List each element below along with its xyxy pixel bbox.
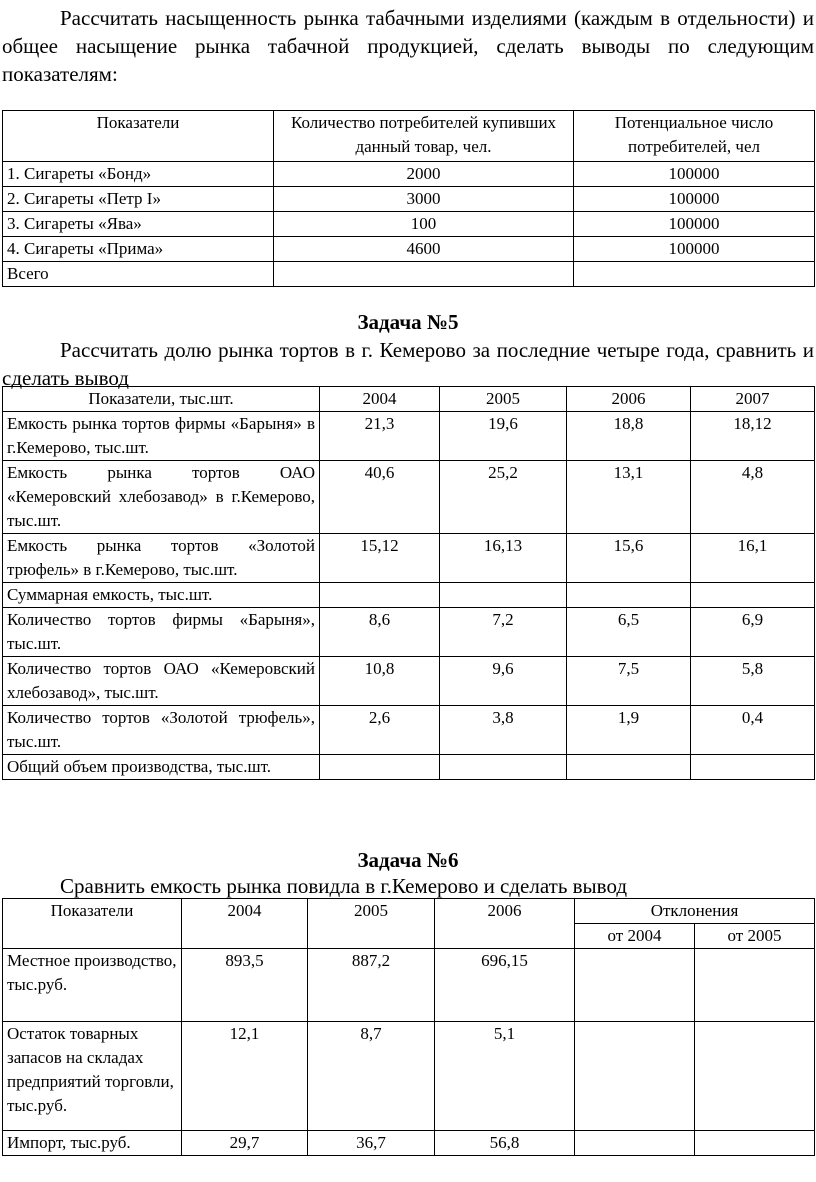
table-cell: Импорт, тыс.руб. — [3, 1131, 182, 1156]
table-cell — [575, 1022, 695, 1131]
task5-paragraph: Рассчитать долю рынка тортов в г. Кемерово за последние четыре года, сравнить и сделать вывод — [2, 338, 814, 390]
header-cell: от 2004 — [575, 924, 695, 949]
table-cell: 36,7 — [308, 1131, 435, 1156]
table-header-row — [3, 111, 815, 162]
table-cell: 1,9 — [567, 706, 691, 755]
table-cell: 100000 — [574, 187, 815, 212]
table-cell: Количество тортов фирмы «Барыня», тыс.шт. — [3, 608, 320, 657]
table-cell: 3. Сигареты «Ява» — [3, 212, 274, 237]
table-cell: Всего — [3, 262, 274, 287]
table-row — [3, 583, 815, 608]
tobacco-table — [2, 110, 815, 287]
table-cell: 100 — [274, 212, 574, 237]
table-cell: Остаток товарных запасов на складах предприятий торговли, тыс.руб. — [3, 1022, 182, 1131]
table-row — [3, 1131, 815, 1156]
table-cell: 7,5 — [567, 657, 691, 706]
table-cell: Количество тортов «Золотой трюфель», тыс.шт. — [3, 706, 320, 755]
header-cell: 2006 — [567, 387, 691, 412]
table-cell: 8,6 — [320, 608, 440, 657]
header-cell: 2007 — [691, 387, 815, 412]
table-cell: 29,7 — [182, 1131, 308, 1156]
table-cell: 5,8 — [691, 657, 815, 706]
header-cell: 2006 — [435, 899, 575, 949]
table-cell: 4600 — [274, 237, 574, 262]
header-cell: 2004 — [182, 899, 308, 949]
table-cell: 6,9 — [691, 608, 815, 657]
table-row — [3, 657, 815, 706]
table-cell — [575, 949, 695, 1022]
table-cell — [575, 1131, 695, 1156]
table-cell: 2,6 — [320, 706, 440, 755]
task6-title: Задача №6 — [357, 848, 459, 872]
header-cell: 2005 — [308, 899, 435, 949]
table-cell: 19,6 — [440, 412, 567, 461]
task6-paragraph: Сравнить емкость рынка повидла в г.Кемерово и сделать вывод — [60, 874, 628, 898]
table-cell — [695, 1131, 815, 1156]
table-cell: 0,4 — [691, 706, 815, 755]
header-cell: Количество потребителей купивших данный товар, чел. — [274, 111, 574, 162]
table-row — [3, 1022, 815, 1131]
table-cell — [320, 755, 440, 780]
table-cell: 893,5 — [182, 949, 308, 1022]
table-cell — [695, 1022, 815, 1131]
table-cell — [440, 583, 567, 608]
table-cell: 8,7 — [308, 1022, 435, 1131]
table-cell: 696,15 — [435, 949, 575, 1022]
table-cell: 100000 — [574, 237, 815, 262]
table-cell — [574, 262, 815, 287]
table-cell — [274, 262, 574, 287]
header-cell: Показатели — [3, 111, 274, 162]
cakes-table — [2, 386, 815, 780]
table-cell: 15,12 — [320, 534, 440, 583]
table-cell — [320, 583, 440, 608]
table-cell: 56,8 — [435, 1131, 575, 1156]
table-cell: 4,8 — [691, 461, 815, 534]
table-cell: 13,1 — [567, 461, 691, 534]
table-row — [3, 212, 815, 237]
table-cell: 7,2 — [440, 608, 567, 657]
table-cell: 100000 — [574, 162, 815, 187]
table-cell: Местное производство, тыс.руб. — [3, 949, 182, 1022]
table-cell — [691, 583, 815, 608]
table-row — [3, 237, 815, 262]
table-cell — [695, 949, 815, 1022]
table-row — [3, 187, 815, 212]
table-cell: Емкость рынка тортов ОАО «Кемеровский хлебозавод» в г.Кемерово, тыс.шт. — [3, 461, 320, 534]
table-row — [3, 461, 815, 534]
table-cell: 10,8 — [320, 657, 440, 706]
header-cell: Показатели — [3, 899, 182, 949]
table-cell: 25,2 — [440, 461, 567, 534]
table-cell: 16,13 — [440, 534, 567, 583]
table-row — [3, 412, 815, 461]
table-row — [3, 949, 815, 1022]
table-cell: 2. Сигареты «Петр I» — [3, 187, 274, 212]
intro-paragraph: Рассчитать насыщенность рынка табачными изделиями (каждым в отдельности) и общее насыщение рынка табачной продукцией, сделать выводы по следующим показателям: — [2, 6, 814, 86]
table-cell: Количество тортов ОАО «Кемеровский хлебозавод», тыс.шт. — [3, 657, 320, 706]
table-row — [3, 262, 815, 287]
table-cell: 12,1 — [182, 1022, 308, 1131]
table-cell: 15,6 — [567, 534, 691, 583]
table-cell: 3,8 — [440, 706, 567, 755]
table-header-row — [3, 899, 815, 924]
table-cell: 100000 — [574, 212, 815, 237]
table-cell: 1. Сигареты «Бонд» — [3, 162, 274, 187]
table-cell: 18,8 — [567, 412, 691, 461]
table-cell: 4. Сигареты «Прима» — [3, 237, 274, 262]
header-cell: 2005 — [440, 387, 567, 412]
table-cell — [567, 583, 691, 608]
table-cell: 3000 — [274, 187, 574, 212]
header-cell: Отклонения — [575, 899, 815, 924]
table-header-row — [3, 387, 815, 412]
task5-title: Задача №5 — [357, 310, 459, 334]
table-cell — [440, 755, 567, 780]
table-cell: Общий объем производства, тыс.шт. — [3, 755, 320, 780]
table-cell: 9,6 — [440, 657, 567, 706]
table-row — [3, 608, 815, 657]
table-cell: Емкость рынка тортов фирмы «Барыня» в г.Кемерово, тыс.шт. — [3, 412, 320, 461]
table-cell: 5,1 — [435, 1022, 575, 1131]
table-row — [3, 706, 815, 755]
table-cell: 6,5 — [567, 608, 691, 657]
table-cell: 2000 — [274, 162, 574, 187]
header-cell: от 2005 — [695, 924, 815, 949]
table-cell: 18,12 — [691, 412, 815, 461]
table-cell — [567, 755, 691, 780]
table-row — [3, 162, 815, 187]
table-cell: Суммарная емкость, тыс.шт. — [3, 583, 320, 608]
table-cell: 40,6 — [320, 461, 440, 534]
header-cell: Показатели, тыс.шт. — [3, 387, 320, 412]
table-cell — [691, 755, 815, 780]
jam-table — [2, 898, 815, 1156]
table-cell: 16,1 — [691, 534, 815, 583]
header-cell: Потенциальное число потребителей, чел — [574, 111, 815, 162]
table-row — [3, 534, 815, 583]
table-row — [3, 755, 815, 780]
table-cell: 887,2 — [308, 949, 435, 1022]
table-cell: Емкость рынка тортов «Золотой трюфель» в г.Кемерово, тыс.шт. — [3, 534, 320, 583]
header-cell: 2004 — [320, 387, 440, 412]
table-cell: 21,3 — [320, 412, 440, 461]
